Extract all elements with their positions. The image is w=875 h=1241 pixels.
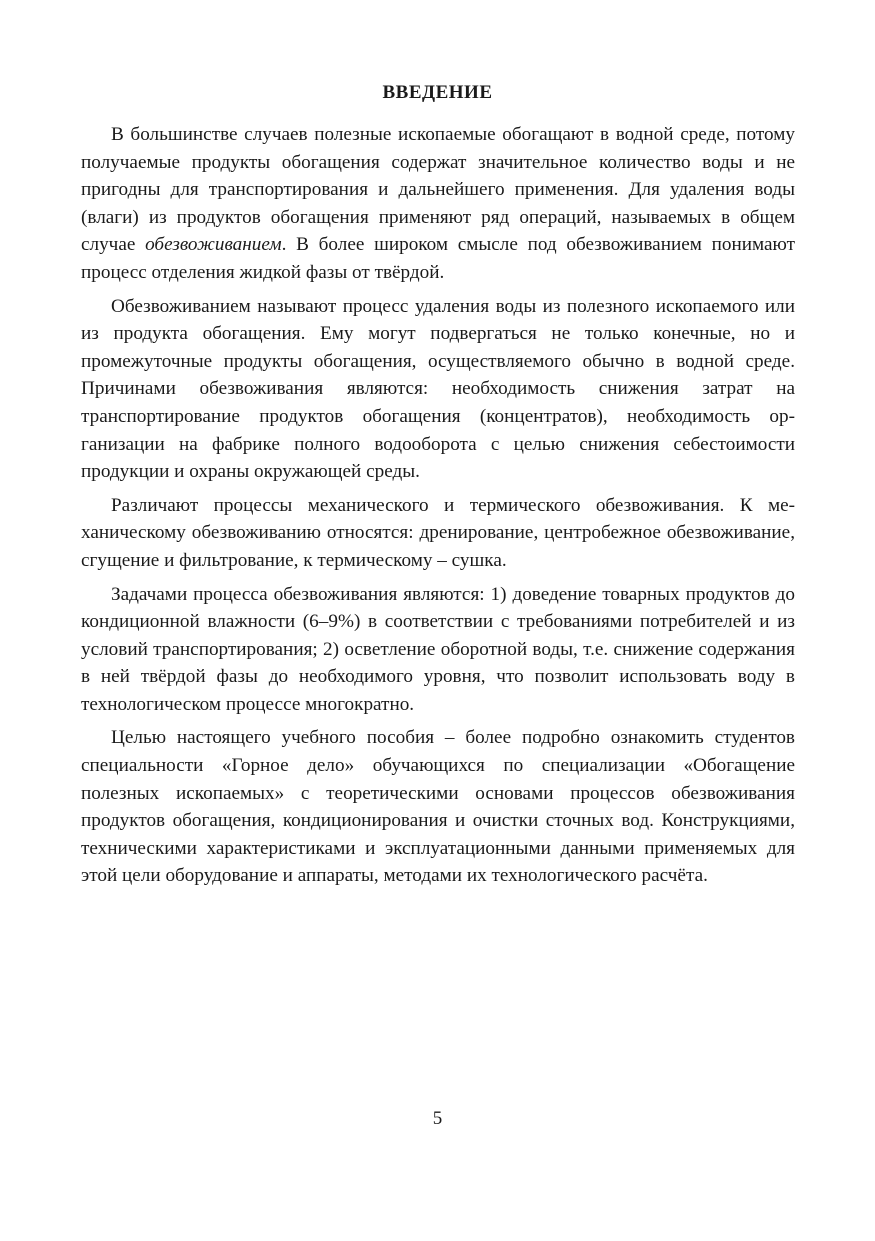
paragraph-2: Обезвоживанием называют процесс удаления воды из полезного ископаемого или из продукта обогащения. Ему могут подвергаться не только конечные, но и промежуточные продукты обогащения, осуществляемого обычно в водной среде. Причинами обезвоживания являются: необходимость снижения затрат на транспортирование продуктов обогащения (концентратов), необходимость организации на фабрике полного водооборота с целью снижения себестоимости продукции и охраны окружающей среды.: [81, 295, 795, 483]
paragraph-5: Целью настоящего учебного пособия – более подробно ознакомить студентов специальности «Горное дело» обучающихся по специализации «Обогащение полезных ископаемых» с теоретическими основами процессов обезвоживания продуктов обогащения, кондиционирования и очистки сточных вод. Конструкциями, техническими характеристиками и эксплуатационными данными применяемых для этой цели оборудование и аппараты, методами их технологического расчёта.: [81, 727, 795, 887]
emphasized-term: обезвоживанием: [145, 234, 282, 256]
paragraph-4: Задачами процесса обезвоживания являются: 1) доведение товарных продуктов до кондиционной влажности (6–9%) в соответствии с требованиями потребителей и из условий транспортирования; 2) осветление оборотной воды, т.е. снижение содержания в ней твёрдой фазы до необходимого уровня, что позволит использовать воду в технологическом процессе многократно.: [81, 583, 795, 715]
page-number: 5: [432, 1108, 443, 1129]
paragraph-1: [81, 121, 795, 287]
paragraph-3: Различают процессы механического и термического обезвоживания. К механическому обезвоживанию относятся: дренирование, центробежное обезвоживание, сгущение и фильтрование, к термическому – сушка.: [81, 494, 795, 571]
page-title: ВВЕДЕНИЕ: [382, 82, 493, 103]
paragraph-1-text-end: . В более широком смысле под обезвоживанием понимают процесс отделения жидкой фазы от твёрдой.: [81, 234, 795, 283]
paragraph-1-text-start: В большинстве случаев полезные ископаемые обогащают в водной среде, потому получаемые продукты обогащения содержат значительное количество воды и не пригодны для транспортирования и дальнейшего применения. Для удаления воды (влаги) из продуктов обогащения применяют ряд операций, называемых в общем случае: [81, 124, 795, 256]
body-text: [81, 121, 795, 896]
